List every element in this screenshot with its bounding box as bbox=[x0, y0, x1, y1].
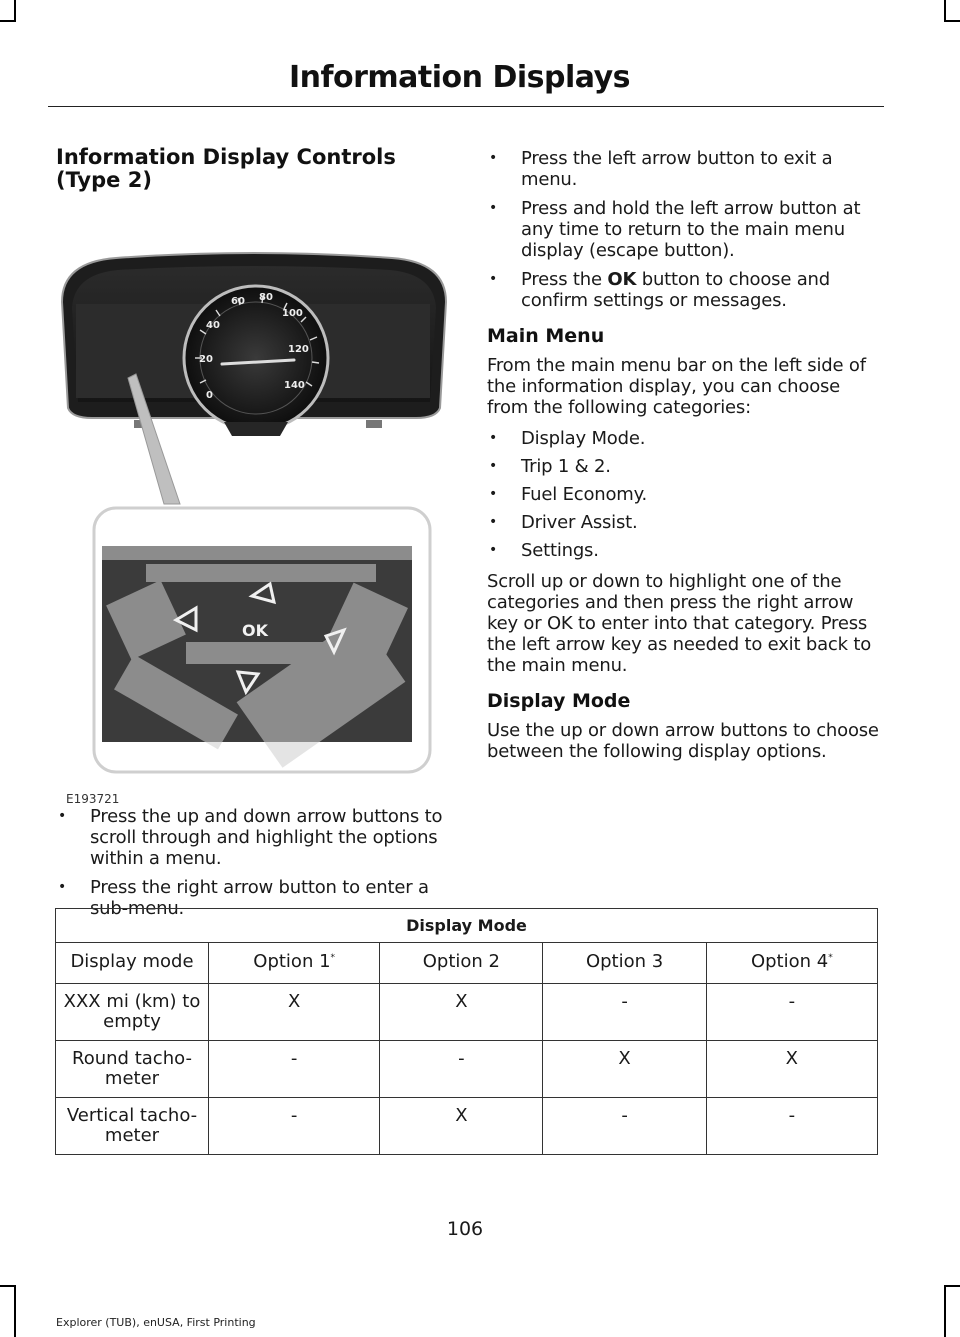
table-header-cell bbox=[380, 943, 543, 984]
figure-code: E193721 bbox=[66, 792, 120, 806]
table-row bbox=[56, 984, 878, 1041]
crop-mark bbox=[14, 1285, 16, 1337]
page-number: 106 bbox=[446, 1218, 484, 1240]
table-header-row bbox=[56, 943, 878, 984]
bullet-text: Press and hold the left arrow button at any time to return to the main menu display (escape button). bbox=[521, 198, 861, 261]
list-item: • Press the right arrow button to enter a sub-menu. bbox=[56, 877, 452, 919]
speedo-tick-label: 40 bbox=[206, 320, 220, 331]
header-text: Display mode bbox=[70, 951, 194, 972]
left-bullet-list bbox=[56, 806, 452, 919]
table-cell: - bbox=[543, 984, 706, 1041]
table-row bbox=[56, 1041, 878, 1098]
list-item: • Driver Assist. bbox=[487, 512, 882, 533]
list-item: • Fuel Economy. bbox=[487, 484, 882, 505]
table-cell: X bbox=[543, 1041, 706, 1098]
header-text: Option 4 bbox=[750, 951, 829, 972]
speedo-tick-label: 80 bbox=[259, 292, 273, 303]
page-header-title: Information Displays bbox=[288, 60, 630, 95]
table-header-cell bbox=[56, 943, 209, 984]
table-row bbox=[56, 1098, 878, 1155]
footer-text: Explorer (TUB), enUSA, First Printing bbox=[56, 1316, 256, 1329]
right-bullet-list bbox=[487, 148, 882, 311]
ok-button-label: OK bbox=[242, 621, 268, 640]
table-cell: - bbox=[209, 1041, 380, 1098]
list-item: • Display Mode. bbox=[487, 428, 882, 449]
list-item: • Trip 1 & 2. bbox=[487, 456, 882, 477]
table-header-cell bbox=[209, 943, 380, 984]
main-menu-outro: Scroll up or down to highlight one of the categories and then press the right arrow key or OK to enter into that category. Press the left arrow key as needed to exit back to the main menu. bbox=[487, 571, 872, 676]
speedo-tick-label: 140 bbox=[284, 380, 305, 391]
table-cell: X bbox=[209, 984, 380, 1041]
right-column bbox=[487, 146, 882, 772]
table-caption: Display Mode bbox=[56, 909, 878, 943]
crop-mark bbox=[0, 1285, 16, 1287]
section-title: Information Display Controls (Type 2) bbox=[56, 145, 396, 192]
crop-mark bbox=[944, 20, 960, 22]
list-item bbox=[487, 148, 882, 190]
bullet-text: Press the bbox=[521, 269, 608, 290]
header-text: Option 1 bbox=[253, 951, 331, 972]
ok-keyword: OK bbox=[607, 269, 637, 290]
table-cell: - bbox=[706, 1098, 877, 1155]
list-item: • Settings. bbox=[487, 540, 882, 561]
main-menu-heading: Main Menu bbox=[487, 325, 605, 347]
header-divider bbox=[48, 106, 884, 107]
crop-mark bbox=[944, 1285, 946, 1337]
crop-mark bbox=[944, 1285, 960, 1287]
speedo-tick-label: 0 bbox=[206, 390, 213, 401]
left-column bbox=[56, 146, 452, 929]
table-cell: X bbox=[380, 1098, 543, 1155]
speedo-tick-label: 100 bbox=[282, 308, 303, 319]
header-text: Option 2 bbox=[422, 951, 501, 972]
footnote-mark: * bbox=[828, 953, 833, 963]
table-cell: Vertical tacho-meter bbox=[56, 1098, 209, 1155]
list-item bbox=[487, 198, 882, 261]
table-cell: X bbox=[706, 1041, 877, 1098]
speedo-tick-label: 120 bbox=[288, 344, 309, 355]
instrument-cluster-figure bbox=[56, 212, 452, 806]
table-cell: XXX mi (km) to empty bbox=[56, 984, 209, 1041]
table-cell: Round tacho-meter bbox=[56, 1041, 209, 1098]
list-item bbox=[487, 269, 882, 311]
table-cell: - bbox=[543, 1098, 706, 1155]
main-menu-list bbox=[487, 428, 882, 561]
display-mode-text: Use the up or down arrow buttons to choose between the following display options. bbox=[487, 720, 879, 762]
table-header-cell bbox=[543, 943, 706, 984]
footnote-mark: * bbox=[330, 953, 336, 963]
list-item: • Press the up and down arrow buttons to scroll through and highlight the options within a menu. bbox=[56, 806, 452, 869]
crop-mark bbox=[14, 0, 16, 22]
table-cell: X bbox=[380, 984, 543, 1041]
crop-mark bbox=[0, 20, 16, 22]
bullet-text: Press the left arrow button to exit a menu. bbox=[521, 148, 833, 190]
table-cell: - bbox=[209, 1098, 380, 1155]
crop-mark bbox=[944, 0, 946, 22]
header-text: Option 3 bbox=[585, 951, 664, 972]
display-mode-table bbox=[55, 908, 878, 1155]
table-cell: - bbox=[706, 984, 877, 1041]
table-header-cell bbox=[706, 943, 877, 984]
main-menu-intro: From the main menu bar on the left side of the information display, you can choose from the following categories: bbox=[487, 355, 866, 418]
speedo-tick-label: 60 bbox=[231, 296, 245, 307]
speedo-tick-label: 20 bbox=[199, 354, 213, 365]
table-cell: - bbox=[380, 1041, 543, 1098]
cluster-illustration bbox=[56, 212, 452, 782]
bullet-text: button to choose and confirm settings or messages. bbox=[521, 269, 830, 311]
display-mode-heading: Display Mode bbox=[487, 690, 631, 712]
